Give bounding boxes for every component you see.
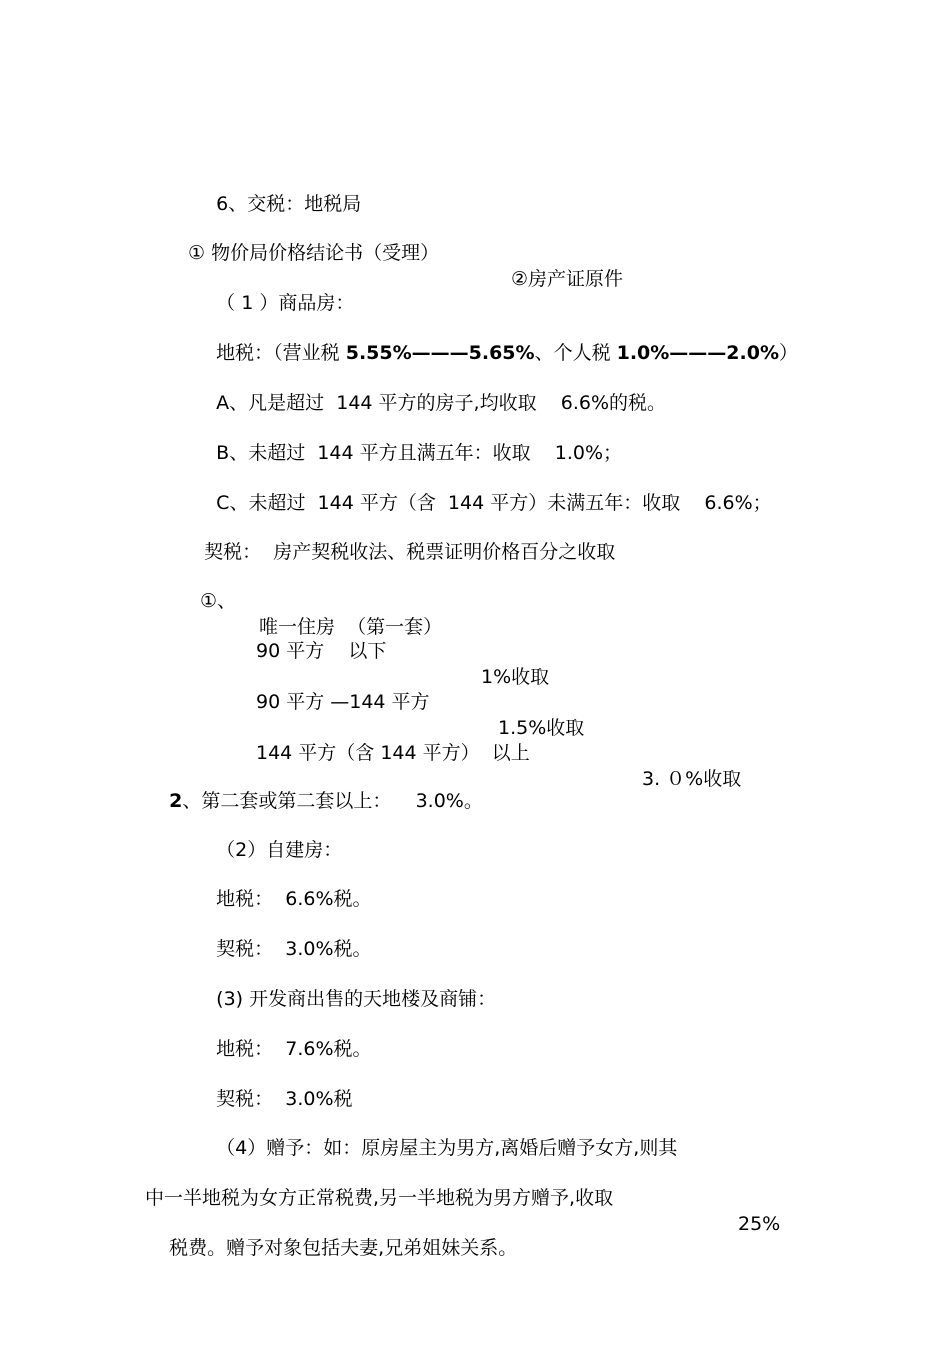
line-text: 契税： 3.0%税 [216,1088,353,1110]
line-text-prefix: 地税：（营业税 [216,342,346,364]
line-text: B、未超过 144 平方且满五年：收取 1.0%； [216,442,623,464]
section-6-heading [192,165,362,215]
only-home-label: 唯一住房 （第一套） [259,616,443,638]
self-built-deed-tax [192,910,372,960]
area-range: 90 平方 以下 [256,640,387,662]
area-range: 144 平方（含 144 平方） 以上 [256,742,530,764]
rule-a-line [192,364,667,414]
line-text: （ 1 ）商品房： [216,292,355,314]
only-home-line [0,562,950,638]
line-text: 、第二套或第二套以上： 3.0%。 [182,790,483,812]
self-built-local-tax [192,860,372,910]
business-tax-range: 5.55%———5.65% [345,342,535,364]
line-text: 税费。赠予对象包括夫妻,兄弟姐妹关系。 [169,1237,518,1259]
developer-local-tax [192,1010,372,1060]
line-text: A、凡是超过 144 平方的房子,均收取 6.6%的税。 [216,392,667,414]
gift-scope-line [145,1209,518,1259]
line-text: C、未超过 144 平方（含 144 平方）未满五年：收取 6.6%； [216,492,772,514]
personal-tax-range: 1.0%———2.0% [616,342,779,364]
line-text: 地税： 7.6%税。 [216,1038,372,1060]
self-built-heading [192,811,343,861]
line-text: 地税： 6.6%税。 [216,888,372,910]
rule-c-line [192,464,772,514]
rate-row-90-to-144 [0,663,950,739]
required-documents-line [0,214,950,290]
rate-row-over-144 [0,714,950,790]
commercial-housing-heading [192,264,355,314]
area-range: 90 平方 —144 平方 [256,691,430,713]
price-bureau-document: ① 物价局价格结论书（受理） [188,242,440,264]
list-number: 2 [169,790,183,812]
line-text: （2）自建房： [216,839,343,861]
rate-value: 1.5%收取 [498,717,585,739]
line-text-suffix: ） [779,342,799,364]
rule-b-line [192,414,623,464]
list-marker: ①、 [200,590,237,612]
line-text: 契税： 房产契税收法、税票证明价格百分之收取 [204,541,616,563]
gift-heading [192,1109,678,1159]
developer-deed-tax [192,1060,353,1110]
line-text-middle: 、个人税 [534,342,617,364]
line-text: 6、交税：地税局 [216,193,362,215]
line-text: 契税： 3.0%税。 [216,938,372,960]
line-text: （4）赠予：如：原房屋主为男方,离婚后赠予女方,则其 [216,1137,678,1159]
rate-value: 3. ０%收取 [642,768,742,790]
gift-rate-value: 25% [738,1213,781,1235]
rate-value: 1%收取 [481,666,550,688]
line-text: (3) 开发商出售的天地楼及商铺： [216,988,497,1010]
second-home-line [145,762,483,812]
local-tax-rates-line [192,314,799,364]
line-text: 中一半地税为女方正常税费,另一半地税为男方赠予,收取 [145,1187,614,1209]
developer-sales-heading [192,960,497,1010]
property-certificate-document: ②房产证原件 [511,268,624,290]
gift-detail-line [0,1159,950,1235]
deed-tax-heading [180,513,616,563]
rate-row-under-90 [0,612,950,688]
